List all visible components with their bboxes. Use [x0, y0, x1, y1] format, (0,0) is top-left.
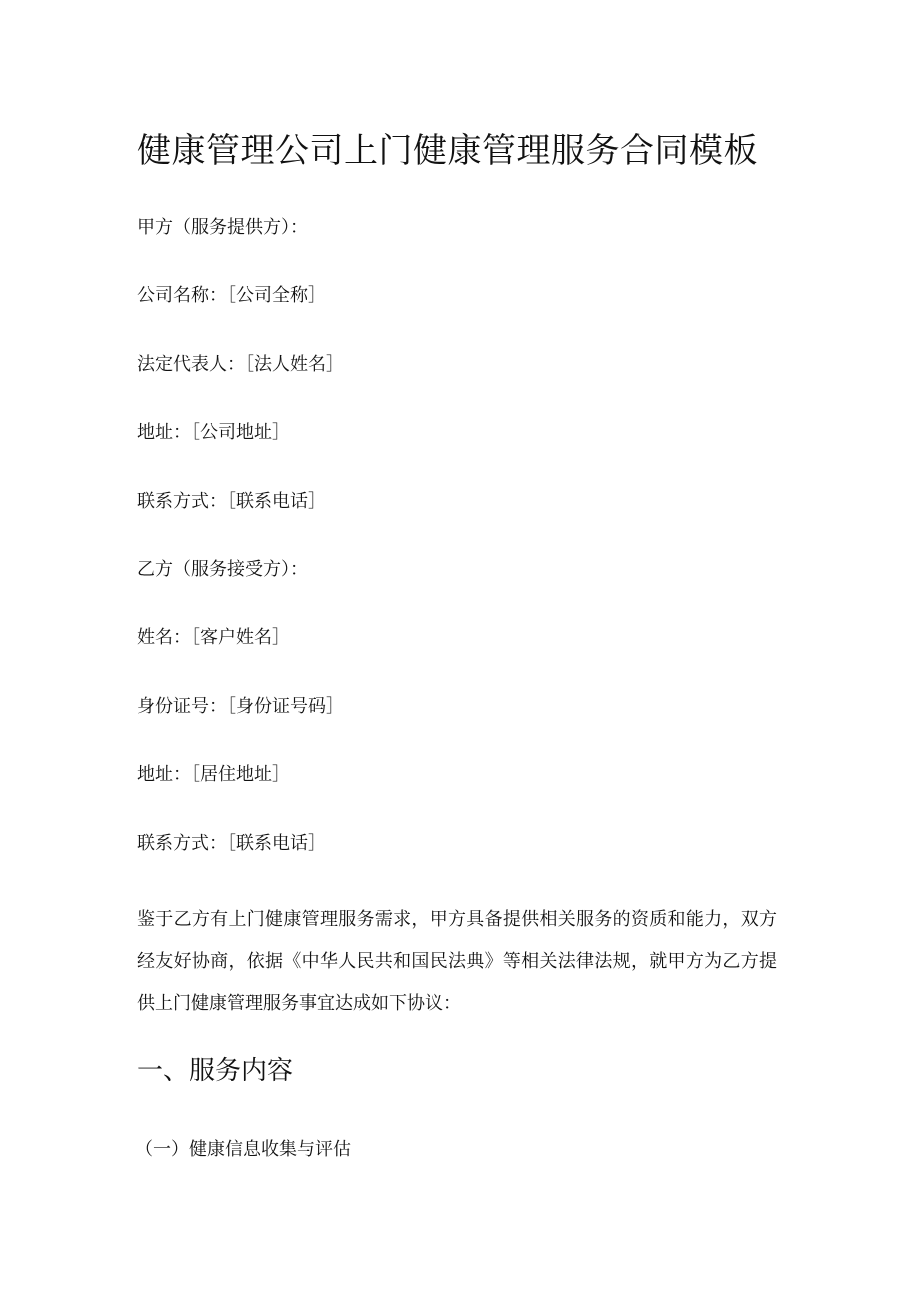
party-a-company-name: 公司名称：［公司全称］: [137, 285, 326, 306]
party-b-contact: 联系方式：［联系电话］: [137, 833, 326, 854]
party-a-legal-rep: 法定代表人：［法人姓名］: [137, 354, 344, 375]
preamble-paragraph: 鉴于乙方有上门健康管理服务需求，甲方具备提供相关服务的资质和能力，双方经友好协商，依据《中华人民共和国民法典》等相关法律法规，就甲方为乙方提供上门健康管理服务事宜达成如下协议：: [137, 909, 777, 1014]
party-b-heading: 乙方（服务接受方）：: [137, 559, 308, 580]
section-heading-service-content: 一、服务内容: [137, 1056, 294, 1086]
party-b-name: 姓名：［客户姓名］: [137, 627, 290, 648]
party-a-contact: 联系方式：［联系电话］: [137, 491, 326, 512]
document-title: 健康管理公司上门健康管理服务合同模板: [137, 131, 758, 171]
party-a-address: 地址：［公司地址］: [137, 422, 290, 443]
party-a-heading: 甲方（服务提供方）：: [137, 217, 308, 238]
party-b-id-number: 身份证号：［身份证号码］: [137, 696, 344, 717]
party-b-address: 地址：［居住地址］: [137, 764, 290, 785]
subsection-heading: （一）健康信息收集与评估: [135, 1139, 351, 1160]
